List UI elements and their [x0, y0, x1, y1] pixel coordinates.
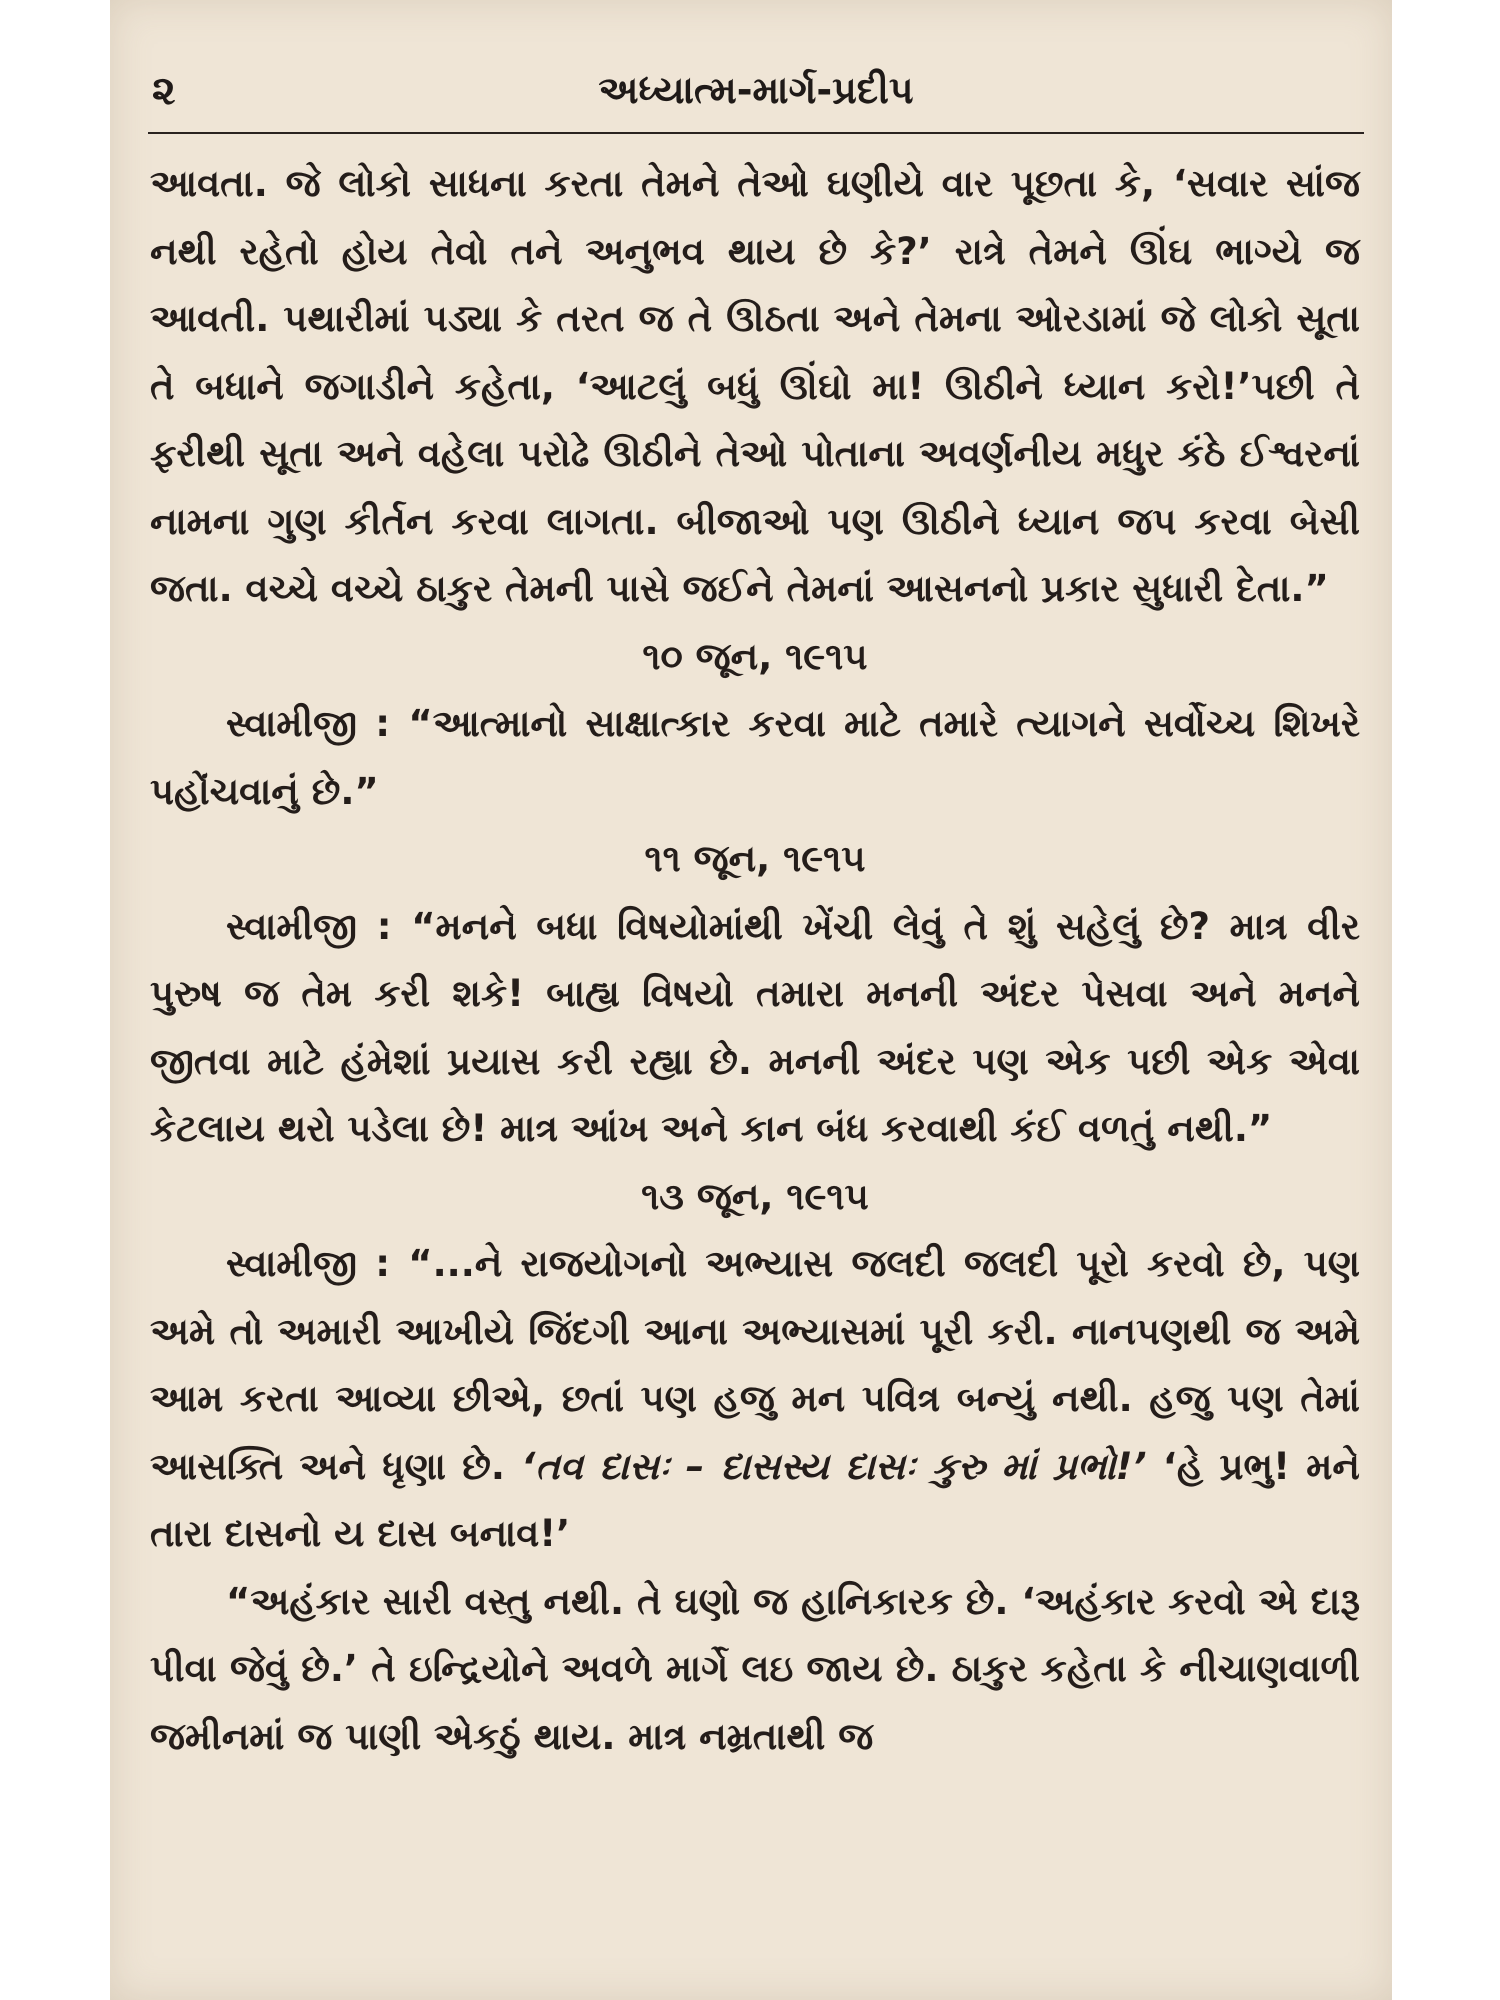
paragraph: આવતા. જે લોકો સાધના કરતા તેમને તેઓ ઘણીયે વાર પૂછતા કે, ‘સવાર સાંજ નથી રહેતો હોય તેવો તને અનુભવ થાય છે કે?’ રાત્રે તેમને ઊંઘ ભાગ્યે જ આવતી. પથારીમાં પડ્યા કે તરત જ તે ઊઠતા અને તેમના ઓરડામાં જે લોકો સૂતા તે બધાને જગાડીને કહેતા, ‘આટલું બધું ઊંઘો મા! ઊઠીને ધ્યાન કરો!’પછી તે ફરીથી સૂતા અને વહેલા પરોઢે ઊઠીને તેઓ પોતાના અવર્ણનીય મધુર કંઠે ઈશ્વરનાં નામના ગુણ કીર્તન કરવા લાગતા. બીજાઓ પણ ઊઠીને ધ્યાન જપ કરવા બેસી જતા. વચ્ચે વચ્ચે ઠાકુર તેમની પાસે જઈને તેમનાં આસનનો પ્રકાર સુધારી દેતા.”: [150, 162, 1361, 610]
entry-text: “આત્માનો સાક્ષાત્કાર કરવા માટે તમારે ત્યાગને સર્વોચ્ચ શિખરે પહોંચવાનું છે.”: [150, 702, 1360, 813]
speaker-label: સ્વામીજી :: [226, 1242, 391, 1285]
date-heading: ૧૦ જૂન, ૧૯૧૫: [642, 634, 868, 678]
date-heading: ૧૧ જૂન, ૧૯૧૫: [644, 837, 866, 880]
speaker-label: સ્વામીજી :: [226, 702, 391, 745]
sanskrit-quote: ‘તવ દાસઃ – દાસસ્ય દાસઃ કુરુ માં પ્રભો!’: [521, 1444, 1147, 1488]
entry-paragraph: [150, 1230, 1360, 1568]
speaker-label: સ્વામીજી :: [226, 904, 392, 948]
page-header: [148, 62, 1364, 134]
page-number: ૨: [152, 68, 176, 114]
date-heading: ૧૩ જૂન, ૧૯૧૫: [641, 1174, 869, 1218]
entry-text-end: ‘હે પ્રભુ! મને તારા દાસનો ય દાસ બનાવ!’: [150, 1444, 1360, 1555]
paragraph: “અહંકાર સારી વસ્તુ નથી. તે ઘણો જ હાનિકારક છે. ‘અહંકાર કરવો એ દારૂ પીવા જેવું છે.’ તે ઇન્દ્રિયોને અવળે માર્ગે લઇ જાય છે. ઠાકુર કહેતા કે નીચાણવાળી જમીનમાં જ પાણી એકઠું થાય. માત્ર નમ્રતાથી જ: [150, 1579, 1360, 1758]
entry-text: “મનને બધા વિષયોમાંથી ખેંચી લેવું તે શું સહેલું છે? માત્ર વીર પુરુષ જ તેમ કરી શકે! બાહ્ય વિષયો તમારા મનની અંદર પેસવા અને મનને જીતવા માટે હંમેશાં પ્રયાસ કરી રહ્યા છે. મનની અંદર પણ એક પછી એક એવા કેટલાય થરો પડેલા છે! માત્ર આંખ અને કાન બંધ કરવાથી કંઈ વળતું નથી.”: [150, 904, 1360, 1150]
entry-paragraph: [150, 893, 1360, 1163]
running-title: અધ્યાત્મ-માર્ગ-પ્રદીપ: [598, 68, 914, 112]
entry-paragraph: [150, 690, 1360, 825]
page-body: [150, 150, 1360, 1770]
entry-text: “...ને રાજયોગનો અભ્યાસ જલદી જલદી પૂરો કરવો છે, પણ અમે તો અમારી આખીયે જિંદગી આના અભ્યાસમાં પૂરી કરી. નાનપણથી જ અમે આમ કરતા આવ્યા છીએ, છતાં પણ હજુ મન પવિત્ર બન્યું નથી. હજુ પણ તેમાં આસક્તિ અને ધૃણા છે.: [150, 1242, 1360, 1488]
